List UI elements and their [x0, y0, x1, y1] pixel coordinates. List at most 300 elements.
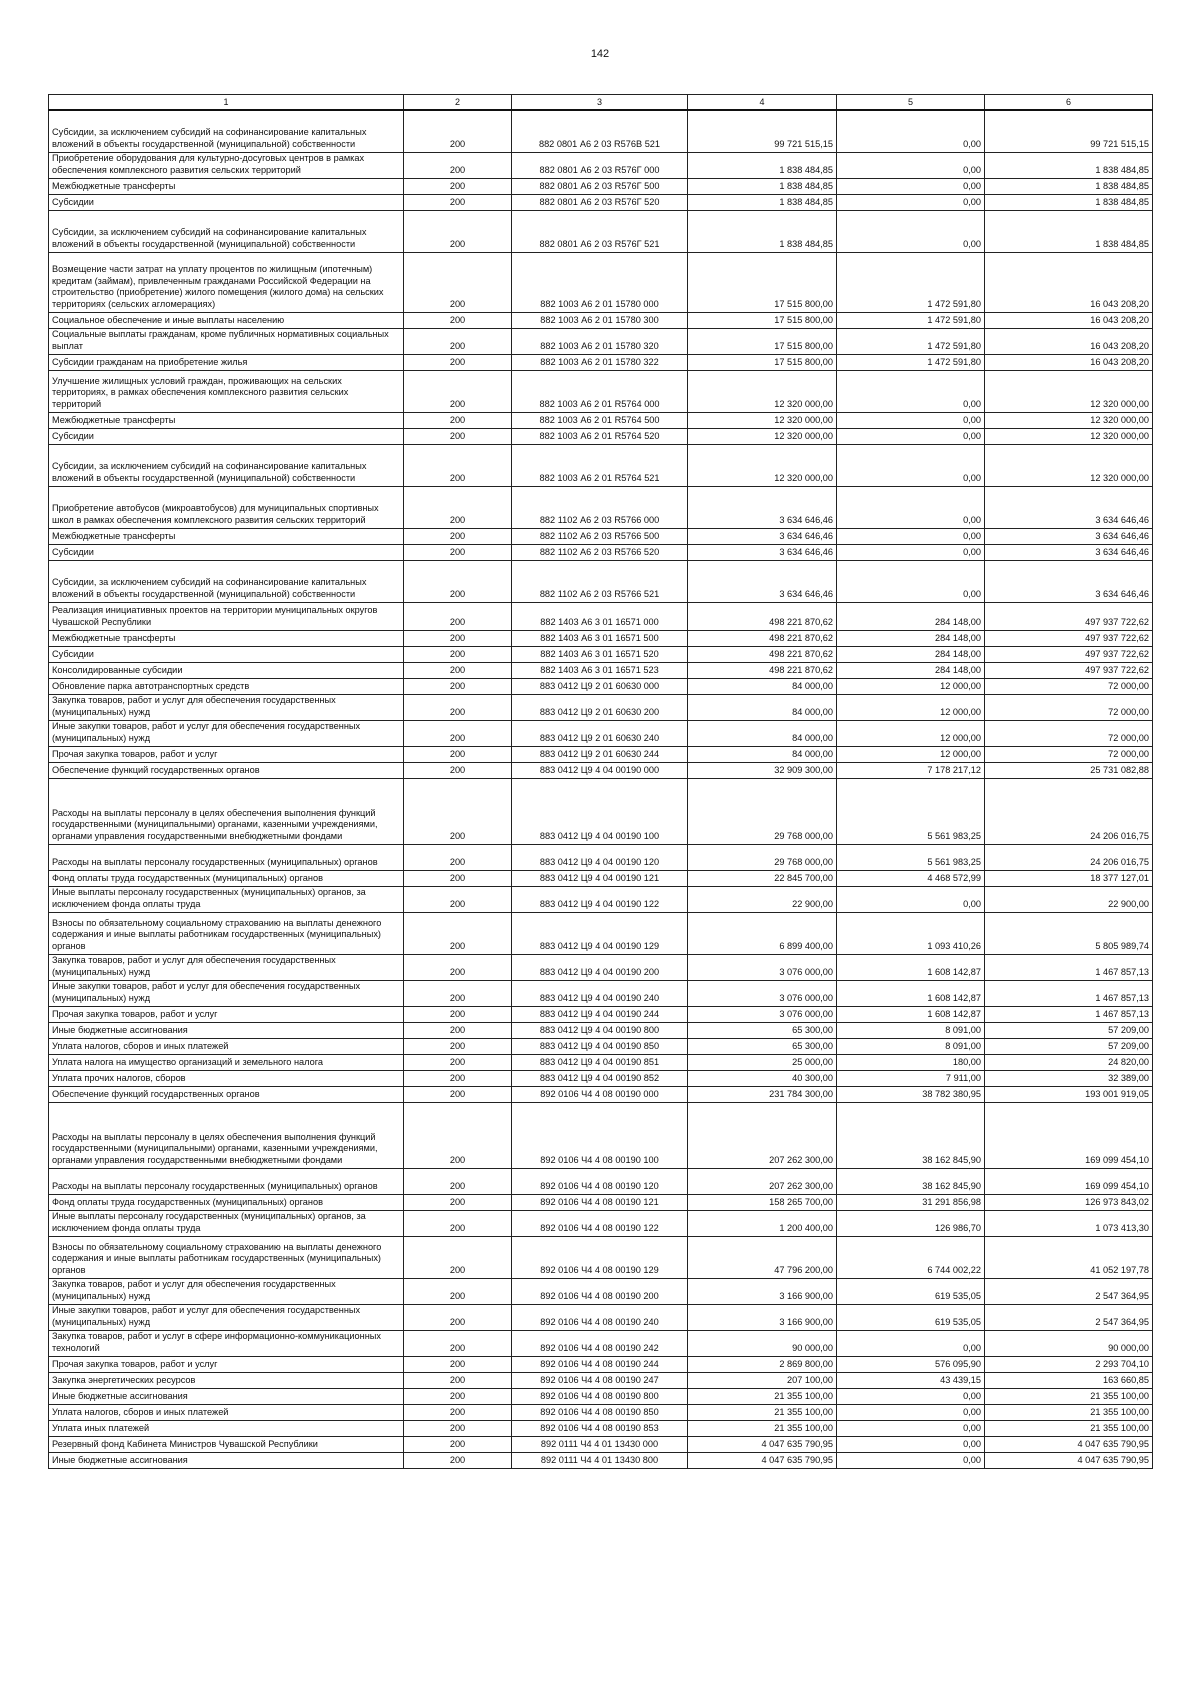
row-classification-code: 892 0106 Ч4 4 08 00190 121 — [512, 1194, 688, 1210]
table-row — [49, 602, 1153, 630]
row-line-code: 200 — [404, 370, 512, 412]
row-executed-amount: 1 472 591,80 — [837, 328, 985, 354]
row-approved-amount: 21 355 100,00 — [688, 1404, 837, 1420]
row-classification-code: 882 1003 А6 2 01 15780 322 — [512, 354, 688, 370]
row-approved-amount: 498 221 870,62 — [688, 602, 837, 630]
row-remaining-amount: 24 206 016,75 — [985, 778, 1153, 844]
row-classification-code: 883 0412 Ц9 4 04 00190 122 — [512, 886, 688, 912]
row-line-code: 200 — [404, 178, 512, 194]
row-approved-amount: 40 300,00 — [688, 1070, 837, 1086]
row-name: Фонд оплаты труда государственных (муниципальных) органов — [49, 870, 404, 886]
row-remaining-amount: 57 209,00 — [985, 1022, 1153, 1038]
row-remaining-amount: 169 099 454,10 — [985, 1168, 1153, 1194]
row-classification-code: 892 0106 Ч4 4 08 00190 240 — [512, 1304, 688, 1330]
row-approved-amount: 65 300,00 — [688, 1022, 837, 1038]
row-remaining-amount: 72 000,00 — [985, 694, 1153, 720]
table-row — [49, 1420, 1153, 1436]
row-executed-amount: 5 561 983,25 — [837, 778, 985, 844]
row-executed-amount: 0,00 — [837, 560, 985, 602]
table-row — [49, 662, 1153, 678]
table-header-row — [49, 95, 1153, 111]
table-row — [49, 486, 1153, 528]
row-line-code: 200 — [404, 1038, 512, 1054]
table-row — [49, 1054, 1153, 1070]
row-approved-amount: 22 845 700,00 — [688, 870, 837, 886]
row-executed-amount: 0,00 — [837, 178, 985, 194]
row-remaining-amount: 16 043 208,20 — [985, 328, 1153, 354]
row-classification-code: 882 0801 А6 2 03 R576Г 000 — [512, 152, 688, 178]
row-approved-amount: 1 838 484,85 — [688, 210, 837, 252]
row-executed-amount: 0,00 — [837, 528, 985, 544]
table-row — [49, 1038, 1153, 1054]
row-executed-amount: 0,00 — [837, 1404, 985, 1420]
row-name: Прочая закупка товаров, работ и услуг — [49, 746, 404, 762]
row-classification-code: 883 0412 Ц9 4 04 00190 851 — [512, 1054, 688, 1070]
row-remaining-amount: 1 467 857,13 — [985, 954, 1153, 980]
table-row — [49, 1330, 1153, 1356]
row-remaining-amount: 5 805 989,74 — [985, 912, 1153, 954]
row-name: Субсидии — [49, 194, 404, 210]
row-name: Уплата налогов, сборов и иных платежей — [49, 1404, 404, 1420]
table-row — [49, 720, 1153, 746]
row-executed-amount: 284 148,00 — [837, 602, 985, 630]
row-line-code: 200 — [404, 152, 512, 178]
row-executed-amount: 12 000,00 — [837, 694, 985, 720]
row-approved-amount: 84 000,00 — [688, 678, 837, 694]
row-name: Иные выплаты персоналу государственных (муниципальных) органов, за исключением фонда оплаты труда — [49, 886, 404, 912]
row-name: Уплата налога на имущество организаций и земельного налога — [49, 1054, 404, 1070]
row-approved-amount: 17 515 800,00 — [688, 354, 837, 370]
row-executed-amount: 12 000,00 — [837, 720, 985, 746]
row-classification-code: 892 0106 Ч4 4 08 00190 129 — [512, 1236, 688, 1278]
row-executed-amount: 284 148,00 — [837, 662, 985, 678]
row-line-code: 200 — [404, 544, 512, 560]
row-line-code: 200 — [404, 1436, 512, 1452]
row-approved-amount: 21 355 100,00 — [688, 1420, 837, 1436]
table-row — [49, 252, 1153, 312]
row-remaining-amount: 25 731 082,88 — [985, 762, 1153, 778]
row-approved-amount: 84 000,00 — [688, 694, 837, 720]
row-approved-amount: 207 100,00 — [688, 1372, 837, 1388]
row-approved-amount: 17 515 800,00 — [688, 312, 837, 328]
budget-execution-table — [48, 94, 1153, 1469]
row-classification-code: 883 0412 Ц9 2 01 60630 000 — [512, 678, 688, 694]
table-row — [49, 1278, 1153, 1304]
row-classification-code: 892 0106 Ч4 4 08 00190 850 — [512, 1404, 688, 1420]
row-name: Закупка товаров, работ и услуг в сфере информационно-коммуникационных технологий — [49, 1330, 404, 1356]
row-line-code: 200 — [404, 1404, 512, 1420]
row-executed-amount: 0,00 — [837, 110, 985, 152]
row-classification-code: 883 0412 Ц9 4 04 00190 244 — [512, 1006, 688, 1022]
row-approved-amount: 84 000,00 — [688, 720, 837, 746]
row-executed-amount: 38 162 845,90 — [837, 1168, 985, 1194]
row-classification-code: 882 1102 А6 2 03 R5766 521 — [512, 560, 688, 602]
row-name: Субсидии гражданам на приобретение жилья — [49, 354, 404, 370]
table-row — [49, 980, 1153, 1006]
row-approved-amount: 47 796 200,00 — [688, 1236, 837, 1278]
table-row — [49, 312, 1153, 328]
row-remaining-amount: 193 001 919,05 — [985, 1086, 1153, 1102]
row-approved-amount: 3 634 646,46 — [688, 528, 837, 544]
row-line-code: 200 — [404, 1356, 512, 1372]
row-name: Возмещение части затрат на уплату процентов по жилищным (ипотечным) кредитам (займам), привлеченным гражданами Российской Федерации на строительство (приобретение) жилого помещения (жилого дома) на сельских территориях (сельских агломерациях) — [49, 252, 404, 312]
row-approved-amount: 12 320 000,00 — [688, 370, 837, 412]
row-approved-amount: 1 838 484,85 — [688, 178, 837, 194]
row-name: Иные бюджетные ассигнования — [49, 1452, 404, 1468]
row-remaining-amount: 16 043 208,20 — [985, 354, 1153, 370]
row-line-code: 200 — [404, 1388, 512, 1404]
column-header: 1 — [49, 95, 404, 111]
row-classification-code: 892 0111 Ч4 4 01 13430 800 — [512, 1452, 688, 1468]
row-classification-code: 882 1102 А6 2 03 R5766 500 — [512, 528, 688, 544]
row-executed-amount: 284 148,00 — [837, 646, 985, 662]
row-name: Расходы на выплаты персоналу государственных (муниципальных) органов — [49, 844, 404, 870]
row-remaining-amount: 12 320 000,00 — [985, 412, 1153, 428]
row-approved-amount: 207 262 300,00 — [688, 1168, 837, 1194]
row-classification-code: 892 0106 Ч4 4 08 00190 247 — [512, 1372, 688, 1388]
row-approved-amount: 3 076 000,00 — [688, 954, 837, 980]
row-name: Межбюджетные трансферты — [49, 178, 404, 194]
row-classification-code: 883 0412 Ц9 2 01 60630 244 — [512, 746, 688, 762]
row-remaining-amount: 3 634 646,46 — [985, 560, 1153, 602]
row-classification-code: 883 0412 Ц9 4 04 00190 240 — [512, 980, 688, 1006]
table-row — [49, 544, 1153, 560]
row-remaining-amount: 4 047 635 790,95 — [985, 1452, 1153, 1468]
row-classification-code: 882 1003 А6 2 01 15780 320 — [512, 328, 688, 354]
row-name: Закупка товаров, работ и услуг для обеспечения государственных (муниципальных) нужд — [49, 694, 404, 720]
row-remaining-amount: 2 547 364,95 — [985, 1278, 1153, 1304]
row-executed-amount: 6 744 002,22 — [837, 1236, 985, 1278]
row-executed-amount: 1 472 591,80 — [837, 252, 985, 312]
row-classification-code: 892 0106 Ч4 4 08 00190 242 — [512, 1330, 688, 1356]
row-classification-code: 883 0412 Ц9 4 04 00190 200 — [512, 954, 688, 980]
row-remaining-amount: 3 634 646,46 — [985, 544, 1153, 560]
row-executed-amount: 619 535,05 — [837, 1278, 985, 1304]
row-name: Субсидии — [49, 646, 404, 662]
row-classification-code: 882 1003 А6 2 01 R5764 521 — [512, 444, 688, 486]
column-header: 5 — [837, 95, 985, 111]
table-row — [49, 1452, 1153, 1468]
row-approved-amount: 3 076 000,00 — [688, 980, 837, 1006]
row-name: Взносы по обязательному социальному страхованию на выплаты денежного содержания и иные выплаты работникам государственных (муниципальных) органов — [49, 1236, 404, 1278]
row-remaining-amount: 24 206 016,75 — [985, 844, 1153, 870]
row-executed-amount: 619 535,05 — [837, 1304, 985, 1330]
row-line-code: 200 — [404, 954, 512, 980]
row-name: Уплата иных платежей — [49, 1420, 404, 1436]
row-executed-amount: 126 986,70 — [837, 1210, 985, 1236]
row-name: Обновление парка автотранспортных средств — [49, 678, 404, 694]
row-line-code: 200 — [404, 194, 512, 210]
page-number: 142 — [590, 48, 610, 60]
row-executed-amount: 0,00 — [837, 1420, 985, 1436]
row-executed-amount: 0,00 — [837, 210, 985, 252]
row-line-code: 200 — [404, 1086, 512, 1102]
row-name: Иные закупки товаров, работ и услуг для обеспечения государственных (муниципальных) нужд — [49, 1304, 404, 1330]
row-name: Субсидии, за исключением субсидий на софинансирование капитальных вложений в объекты государственной (муниципальной) собственности — [49, 444, 404, 486]
row-line-code: 200 — [404, 486, 512, 528]
row-remaining-amount: 12 320 000,00 — [985, 444, 1153, 486]
row-approved-amount: 3 076 000,00 — [688, 1006, 837, 1022]
row-executed-amount: 8 091,00 — [837, 1038, 985, 1054]
row-name: Иные бюджетные ассигнования — [49, 1022, 404, 1038]
row-remaining-amount: 163 660,85 — [985, 1372, 1153, 1388]
row-classification-code: 892 0106 Ч4 4 08 00190 120 — [512, 1168, 688, 1194]
row-executed-amount: 43 439,15 — [837, 1372, 985, 1388]
row-classification-code: 882 1003 А6 2 01 15780 300 — [512, 312, 688, 328]
row-name: Субсидии, за исключением субсидий на софинансирование капитальных вложений в объекты государственной (муниципальной) собственности — [49, 110, 404, 152]
row-executed-amount: 284 148,00 — [837, 630, 985, 646]
row-remaining-amount: 2 547 364,95 — [985, 1304, 1153, 1330]
row-remaining-amount: 32 389,00 — [985, 1070, 1153, 1086]
row-executed-amount: 12 000,00 — [837, 678, 985, 694]
table-row — [49, 912, 1153, 954]
row-line-code: 200 — [404, 1194, 512, 1210]
row-name: Межбюджетные трансферты — [49, 412, 404, 428]
row-line-code: 200 — [404, 1304, 512, 1330]
row-classification-code: 892 0106 Ч4 4 08 00190 122 — [512, 1210, 688, 1236]
row-line-code: 200 — [404, 886, 512, 912]
row-name: Субсидии, за исключением субсидий на софинансирование капитальных вложений в объекты государственной (муниципальной) собственности — [49, 560, 404, 602]
row-executed-amount: 0,00 — [837, 1388, 985, 1404]
row-classification-code: 883 0412 Ц9 4 04 00190 852 — [512, 1070, 688, 1086]
row-executed-amount: 31 291 856,98 — [837, 1194, 985, 1210]
row-name: Резервный фонд Кабинета Министров Чувашской Республики — [49, 1436, 404, 1452]
row-name: Взносы по обязательному социальному страхованию на выплаты денежного содержания и иные выплаты работникам государственных (муниципальных) органов — [49, 912, 404, 954]
row-approved-amount: 65 300,00 — [688, 1038, 837, 1054]
row-line-code: 200 — [404, 528, 512, 544]
row-line-code: 200 — [404, 428, 512, 444]
row-approved-amount: 32 909 300,00 — [688, 762, 837, 778]
row-remaining-amount: 24 820,00 — [985, 1054, 1153, 1070]
row-line-code: 200 — [404, 694, 512, 720]
row-executed-amount: 0,00 — [837, 370, 985, 412]
table-row — [49, 1070, 1153, 1086]
row-classification-code: 883 0412 Ц9 4 04 00190 129 — [512, 912, 688, 954]
table-row — [49, 954, 1153, 980]
table-row — [49, 194, 1153, 210]
row-remaining-amount: 18 377 127,01 — [985, 870, 1153, 886]
row-approved-amount: 498 221 870,62 — [688, 646, 837, 662]
row-executed-amount: 0,00 — [837, 444, 985, 486]
table-row — [49, 354, 1153, 370]
row-approved-amount: 3 634 646,46 — [688, 486, 837, 528]
table-body — [49, 110, 1153, 1468]
row-executed-amount: 0,00 — [837, 1436, 985, 1452]
row-name: Улучшение жилищных условий граждан, проживающих на сельских территориях, в рамках обеспечения комплексного развития сельских территорий — [49, 370, 404, 412]
row-remaining-amount: 497 937 722,62 — [985, 602, 1153, 630]
row-classification-code: 882 0801 А6 2 03 R576Г 500 — [512, 178, 688, 194]
row-executed-amount: 0,00 — [837, 412, 985, 428]
row-remaining-amount: 1 467 857,13 — [985, 1006, 1153, 1022]
row-remaining-amount: 90 000,00 — [985, 1330, 1153, 1356]
row-remaining-amount: 1 838 484,85 — [985, 152, 1153, 178]
row-approved-amount: 12 320 000,00 — [688, 412, 837, 428]
table-row — [49, 1236, 1153, 1278]
table-row — [49, 210, 1153, 252]
row-name: Закупка энергетических ресурсов — [49, 1372, 404, 1388]
row-classification-code: 882 1003 А6 2 01 R5764 500 — [512, 412, 688, 428]
row-classification-code: 882 1403 А6 3 01 16571 000 — [512, 602, 688, 630]
row-classification-code: 892 0106 Ч4 4 08 00190 853 — [512, 1420, 688, 1436]
row-line-code: 200 — [404, 1006, 512, 1022]
row-executed-amount: 7 911,00 — [837, 1070, 985, 1086]
row-executed-amount: 1 093 410,26 — [837, 912, 985, 954]
row-name: Социальное обеспечение и иные выплаты населению — [49, 312, 404, 328]
row-line-code: 200 — [404, 312, 512, 328]
row-executed-amount: 12 000,00 — [837, 746, 985, 762]
row-name: Закупка товаров, работ и услуг для обеспечения государственных (муниципальных) нужд — [49, 1278, 404, 1304]
table-row — [49, 778, 1153, 844]
row-remaining-amount: 72 000,00 — [985, 720, 1153, 746]
table-row — [49, 870, 1153, 886]
table-row — [49, 560, 1153, 602]
row-classification-code: 892 0106 Ч4 4 08 00190 100 — [512, 1102, 688, 1168]
table-row — [49, 1102, 1153, 1168]
table-row — [49, 646, 1153, 662]
table-row — [49, 1304, 1153, 1330]
table-row — [49, 110, 1153, 152]
row-approved-amount: 12 320 000,00 — [688, 444, 837, 486]
row-remaining-amount: 16 043 208,20 — [985, 252, 1153, 312]
row-approved-amount: 22 900,00 — [688, 886, 837, 912]
row-approved-amount: 21 355 100,00 — [688, 1388, 837, 1404]
table-row — [49, 1404, 1153, 1420]
row-line-code: 200 — [404, 1210, 512, 1236]
row-approved-amount: 3 166 900,00 — [688, 1278, 837, 1304]
row-line-code: 200 — [404, 630, 512, 646]
row-name: Субсидии — [49, 544, 404, 560]
row-approved-amount: 3 634 646,46 — [688, 560, 837, 602]
row-approved-amount: 29 768 000,00 — [688, 778, 837, 844]
row-remaining-amount: 497 937 722,62 — [985, 646, 1153, 662]
row-name: Обеспечение функций государственных органов — [49, 1086, 404, 1102]
row-name: Прочая закупка товаров, работ и услуг — [49, 1356, 404, 1372]
table-row — [49, 328, 1153, 354]
row-line-code: 200 — [404, 662, 512, 678]
table-row — [49, 886, 1153, 912]
row-approved-amount: 99 721 515,15 — [688, 110, 837, 152]
row-line-code: 200 — [404, 762, 512, 778]
row-approved-amount: 29 768 000,00 — [688, 844, 837, 870]
row-classification-code: 883 0412 Ц9 4 04 00190 100 — [512, 778, 688, 844]
row-executed-amount: 180,00 — [837, 1054, 985, 1070]
row-remaining-amount: 169 099 454,10 — [985, 1102, 1153, 1168]
table-row — [49, 1022, 1153, 1038]
row-line-code: 200 — [404, 1054, 512, 1070]
row-name: Прочая закупка товаров, работ и услуг — [49, 1006, 404, 1022]
row-line-code: 200 — [404, 870, 512, 886]
row-approved-amount: 2 869 800,00 — [688, 1356, 837, 1372]
row-remaining-amount: 21 355 100,00 — [985, 1388, 1153, 1404]
row-name: Субсидии, за исключением субсидий на софинансирование капитальных вложений в объекты государственной (муниципальной) собственности — [49, 210, 404, 252]
table-row — [49, 528, 1153, 544]
row-name: Иные закупки товаров, работ и услуг для обеспечения государственных (муниципальных) нужд — [49, 720, 404, 746]
row-remaining-amount: 1 467 857,13 — [985, 980, 1153, 1006]
row-approved-amount: 4 047 635 790,95 — [688, 1452, 837, 1468]
row-line-code: 200 — [404, 602, 512, 630]
row-classification-code: 882 1003 А6 2 01 R5764 520 — [512, 428, 688, 444]
row-name: Социальные выплаты гражданам, кроме публичных нормативных социальных выплат — [49, 328, 404, 354]
row-classification-code: 882 1102 А6 2 03 R5766 000 — [512, 486, 688, 528]
row-line-code: 200 — [404, 354, 512, 370]
row-remaining-amount: 3 634 646,46 — [985, 528, 1153, 544]
row-approved-amount: 3 166 900,00 — [688, 1304, 837, 1330]
row-classification-code: 883 0412 Ц9 4 04 00190 850 — [512, 1038, 688, 1054]
row-approved-amount: 1 200 400,00 — [688, 1210, 837, 1236]
row-name: Расходы на выплаты персоналу в целях обеспечения выполнения функций государственными (муниципальными) органами, казенными учреждениями, органами управления государственными внебюджетными фондами — [49, 1102, 404, 1168]
table-row — [49, 1006, 1153, 1022]
row-name: Закупка товаров, работ и услуг для обеспечения государственных (муниципальных) нужд — [49, 954, 404, 980]
row-name: Субсидии — [49, 428, 404, 444]
row-remaining-amount: 16 043 208,20 — [985, 312, 1153, 328]
row-executed-amount: 0,00 — [837, 886, 985, 912]
row-remaining-amount: 126 973 843,02 — [985, 1194, 1153, 1210]
row-name: Иные закупки товаров, работ и услуг для обеспечения государственных (муниципальных) нужд — [49, 980, 404, 1006]
row-classification-code: 882 1403 А6 3 01 16571 523 — [512, 662, 688, 678]
row-approved-amount: 84 000,00 — [688, 746, 837, 762]
row-executed-amount: 0,00 — [837, 194, 985, 210]
table-row — [49, 630, 1153, 646]
table-row — [49, 178, 1153, 194]
row-remaining-amount: 22 900,00 — [985, 886, 1153, 912]
row-classification-code: 882 0801 А6 2 03 R576Г 521 — [512, 210, 688, 252]
row-classification-code: 883 0412 Ц9 2 01 60630 200 — [512, 694, 688, 720]
row-approved-amount: 498 221 870,62 — [688, 662, 837, 678]
row-line-code: 200 — [404, 1070, 512, 1086]
row-classification-code: 882 1003 А6 2 01 R5764 000 — [512, 370, 688, 412]
table-row — [49, 1210, 1153, 1236]
table-row — [49, 1194, 1153, 1210]
row-classification-code: 883 0412 Ц9 4 04 00190 120 — [512, 844, 688, 870]
row-classification-code: 883 0412 Ц9 4 04 00190 800 — [512, 1022, 688, 1038]
row-line-code: 200 — [404, 110, 512, 152]
row-name: Уплата налогов, сборов и иных платежей — [49, 1038, 404, 1054]
row-name: Межбюджетные трансферты — [49, 528, 404, 544]
row-executed-amount: 1 472 591,80 — [837, 354, 985, 370]
row-approved-amount: 17 515 800,00 — [688, 328, 837, 354]
row-classification-code: 882 1403 А6 3 01 16571 500 — [512, 630, 688, 646]
table-row — [49, 428, 1153, 444]
row-line-code: 200 — [404, 1452, 512, 1468]
row-executed-amount: 1 608 142,87 — [837, 954, 985, 980]
row-remaining-amount: 21 355 100,00 — [985, 1404, 1153, 1420]
column-header: 4 — [688, 95, 837, 111]
table-row — [49, 694, 1153, 720]
row-remaining-amount: 1 838 484,85 — [985, 194, 1153, 210]
row-line-code: 200 — [404, 412, 512, 428]
row-remaining-amount: 72 000,00 — [985, 746, 1153, 762]
row-line-code: 200 — [404, 1022, 512, 1038]
row-line-code: 200 — [404, 210, 512, 252]
row-line-code: 200 — [404, 1102, 512, 1168]
row-name: Приобретение оборудования для культурно-досуговых центров в рамках обеспечения комплексного развития сельских территорий — [49, 152, 404, 178]
row-approved-amount: 25 000,00 — [688, 1054, 837, 1070]
row-name: Обеспечение функций государственных органов — [49, 762, 404, 778]
row-remaining-amount: 21 355 100,00 — [985, 1420, 1153, 1436]
table-row — [49, 152, 1153, 178]
row-line-code: 200 — [404, 1168, 512, 1194]
row-approved-amount: 12 320 000,00 — [688, 428, 837, 444]
row-line-code: 200 — [404, 1278, 512, 1304]
row-remaining-amount: 41 052 197,78 — [985, 1236, 1153, 1278]
row-line-code: 200 — [404, 560, 512, 602]
row-approved-amount: 498 221 870,62 — [688, 630, 837, 646]
row-remaining-amount: 497 937 722,62 — [985, 662, 1153, 678]
row-name: Иные выплаты персоналу государственных (муниципальных) органов, за исключением фонда оплаты труда — [49, 1210, 404, 1236]
table-row — [49, 1372, 1153, 1388]
row-remaining-amount: 1 838 484,85 — [985, 178, 1153, 194]
row-executed-amount: 38 782 380,95 — [837, 1086, 985, 1102]
